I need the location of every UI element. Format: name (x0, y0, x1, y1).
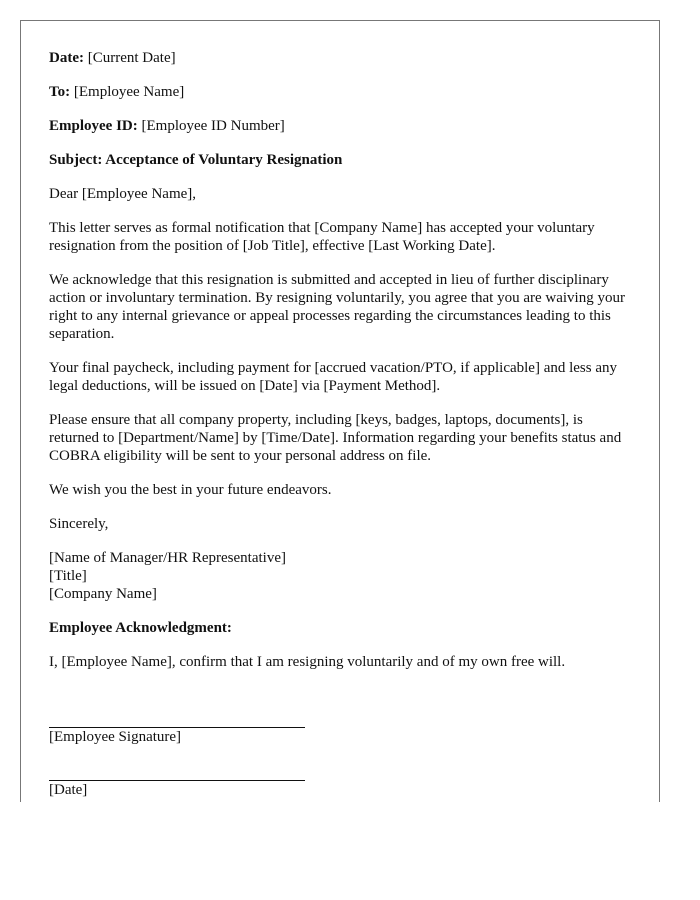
paragraph-acceptance: This letter serves as formal notification that [Company Name] has accepted your voluntary resignation from the position of [Job Title], effective [Last Working Date]. (49, 220, 595, 254)
acknowledgment-heading: Employee Acknowledgment: (49, 620, 232, 636)
date-value: [Current Date] (87, 50, 176, 66)
employee-id-label: Employee ID: (49, 118, 138, 134)
signer-company: [Company Name] (49, 586, 157, 602)
signer-block (49, 549, 631, 603)
date-line (49, 49, 631, 67)
paragraph-company-property: Please ensure that all company property, including [keys, badges, laptops, documents], is returned to [Department/Name] by [Time/Date]. Information regarding your benefits status and COBRA eligibility will be sent to your personal address on file. (49, 412, 622, 464)
signer-name: [Name of Manager/HR Representative] (49, 550, 286, 566)
closing: Sincerely, (49, 516, 109, 532)
acknowledgment-statement: I, [Employee Name], confirm that I am resigning voluntarily and of my own free will. (49, 654, 566, 670)
letter-body (21, 21, 659, 799)
paragraph-final-paycheck: Your final paycheck, including payment for [accrued vacation/PTO, if applicable] and less any legal deductions, will be issued on [Date] via [Payment Method]. (49, 360, 618, 394)
subject-line: Subject: Acceptance of Voluntary Resignation (49, 152, 343, 168)
employee-id-line (49, 117, 631, 135)
salutation: Dear [Employee Name], (49, 186, 197, 202)
signer-title: [Title] (49, 568, 87, 584)
to-line (49, 83, 631, 101)
date-field (49, 780, 631, 799)
date-label: Date: (49, 50, 84, 66)
to-label: To: (49, 84, 71, 100)
paragraph-acknowledgment-of-terms: We acknowledge that this resignation is submitted and accepted in lieu of further disciplinary action or involuntary termination. By resigning voluntarily, you agree that you are waiving your right to any internal grievance or appeal processes regarding the circumstances leading to this separation. (49, 272, 625, 342)
to-value: [Employee Name] (73, 84, 185, 100)
employee-signature-field (49, 727, 631, 746)
date-caption: [Date] (49, 782, 88, 798)
paragraph-well-wishes: We wish you the best in your future endeavors. (49, 482, 332, 498)
employee-signature-caption: [Employee Signature] (49, 729, 182, 745)
letter-page (20, 20, 660, 802)
employee-id-value: [Employee ID Number] (141, 118, 285, 134)
